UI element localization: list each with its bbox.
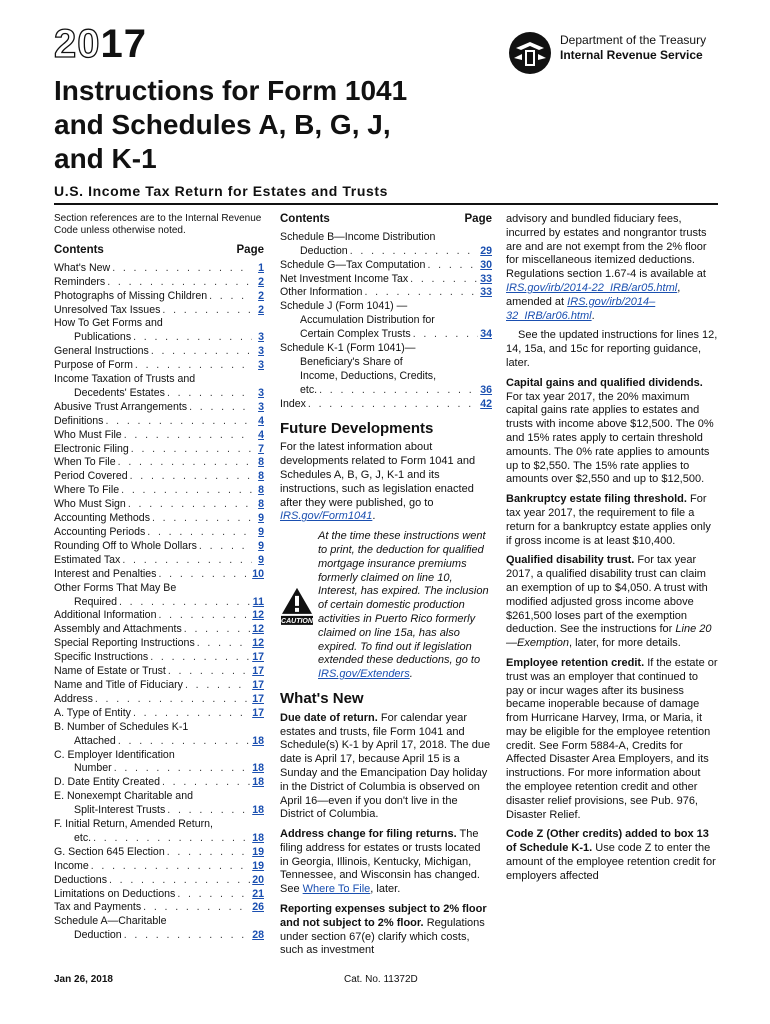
toc-entry-label: Schedule G—Tax Computation xyxy=(280,258,426,271)
toc-entry[interactable] xyxy=(54,582,264,610)
irb-link-1[interactable]: IRS.gov/irb/2014-22_IRB/ar05.html xyxy=(506,281,678,294)
toc-entry-label: Index xyxy=(280,397,306,410)
toc-entry-label: Interest and Penalties xyxy=(54,567,157,580)
toc-entry-label: Photographs of Missing Children xyxy=(54,289,208,302)
toc-page-link[interactable]: 17 xyxy=(252,665,264,678)
toc-entry[interactable] xyxy=(54,484,264,498)
toc-entry-label: E. Nonexempt Charitable and xyxy=(54,790,193,803)
toc-entry[interactable] xyxy=(54,651,264,665)
toc-leader-dots xyxy=(158,609,250,623)
toc-page-link[interactable]: 8 xyxy=(258,456,264,469)
toc-page-link[interactable]: 26 xyxy=(252,901,264,914)
toc-page-link[interactable]: 11 xyxy=(252,595,264,608)
toc-entry-label: Deduction xyxy=(74,929,122,942)
toc-leader-dots xyxy=(413,328,479,342)
where-to-file-link[interactable]: Where To File xyxy=(302,883,371,896)
toc-leader-dots xyxy=(130,470,252,484)
toc-entry[interactable] xyxy=(54,623,264,637)
toc-entry[interactable] xyxy=(54,345,264,359)
code-note: Section references are to the Internal Revenue Code unless otherwise noted. xyxy=(54,213,262,236)
toc-entry[interactable] xyxy=(54,901,264,915)
toc-entry-label: Additional Information xyxy=(54,609,157,622)
toc-leader-dots xyxy=(91,860,250,874)
toc-entry[interactable] xyxy=(54,540,264,554)
toc-leader-dots xyxy=(121,484,252,498)
caution-box xyxy=(280,530,492,682)
toc-entry-label: How To Get Forms and xyxy=(54,317,163,330)
toc-page-link[interactable]: 20 xyxy=(252,873,264,886)
toc-page-link[interactable]: 18 xyxy=(252,831,264,844)
toc-entry[interactable] xyxy=(54,262,264,276)
toc-entry[interactable] xyxy=(54,679,264,693)
toc-page-link[interactable]: 17 xyxy=(252,692,264,705)
toc-page-link[interactable]: 9 xyxy=(258,539,264,552)
toc-page-link[interactable]: 36 xyxy=(480,383,492,396)
toc-entry-label: Accounting Periods xyxy=(54,526,146,539)
toc-page-link[interactable]: 17 xyxy=(252,678,264,691)
toc-page-link[interactable]: 7 xyxy=(258,442,264,455)
toc-entry[interactable] xyxy=(54,359,264,373)
toc-entry-label: F. Initial Return, Amended Return, xyxy=(54,818,213,831)
toc-entry-label: Schedule J (Form 1041) — xyxy=(280,300,408,313)
toc-entry[interactable] xyxy=(54,276,264,290)
toc-entry-label: Assembly and Attachments xyxy=(54,623,182,636)
irb-link-2[interactable]: IRS.gov/irb/2014–32_IRB/ar06.html xyxy=(506,295,656,322)
toc-entry-label: Accounting Methods xyxy=(54,512,150,525)
future-developments-heading: Future Developments xyxy=(280,419,434,437)
toc-page-link[interactable]: 10 xyxy=(252,567,264,580)
toc-entry[interactable] xyxy=(54,721,264,749)
toc-leader-dots xyxy=(167,846,250,860)
toc-page-link[interactable]: 12 xyxy=(252,637,264,650)
toc-page-link[interactable]: 12 xyxy=(252,623,264,636)
toc-entry-label: D. Date Entity Created xyxy=(54,776,160,789)
toc-entry-label: Address xyxy=(54,692,93,705)
toc-entry[interactable] xyxy=(54,568,264,582)
whats-new-heading: What's New xyxy=(280,689,364,707)
toc-leader-dots xyxy=(93,832,250,846)
toc-entry-label: Special Reporting Instructions xyxy=(54,637,195,650)
toc-page-link[interactable]: 17 xyxy=(252,706,264,719)
toc-leader-dots xyxy=(364,286,478,300)
toc-page-link[interactable]: 9 xyxy=(258,512,264,525)
capital-gains-paragraph: Capital gains and qualified dividends. For tax year 2017, the 20% maximum capital gains rate applies to estates and trusts with income above $12,500. The 0% and 15% rates apply to certain threshold amounts. The 0% rate applies to amounts up to $2,550. The 15% rate applies to amounts over $2,550 and up to $12,500. xyxy=(506,376,714,486)
toc-entry-label: Income xyxy=(54,859,89,872)
agency-name xyxy=(560,33,706,63)
toc-entry[interactable] xyxy=(54,290,264,304)
future-developments-text: For the latest information about developments related to Form 1041 and Schedules A, B, G, J, K-1 and its instructions, such as legislation enacted after they were published, go to IRS.gov/Form1041. xyxy=(280,441,476,523)
toc-entry-label: Schedule A—Charitable xyxy=(54,915,167,928)
toc-page-link[interactable]: 18 xyxy=(252,776,264,789)
toc-entry-label: Attached xyxy=(74,734,116,747)
toc-entry[interactable] xyxy=(54,429,264,443)
toc-leader-dots xyxy=(150,651,250,665)
toc-entry-label: Accumulation Distribution for xyxy=(300,314,435,327)
toc-page-link[interactable]: 34 xyxy=(480,328,492,341)
toc-page-link[interactable]: 19 xyxy=(252,845,264,858)
toc-entry[interactable] xyxy=(280,300,492,342)
toc-entry[interactable] xyxy=(54,846,264,860)
dept-line-2: Internal Revenue Service xyxy=(560,48,703,62)
page-subtitle: U.S. Income Tax Return for Estates and Trusts xyxy=(54,183,389,199)
toc-entry[interactable] xyxy=(54,401,264,415)
toc-leader-dots xyxy=(131,443,252,457)
toc-entry[interactable] xyxy=(54,317,264,345)
toc-leader-dots xyxy=(177,888,250,902)
toc-entry[interactable] xyxy=(54,609,264,623)
toc-entry[interactable] xyxy=(54,304,264,318)
toc-entry-label: Name and Title of Fiduciary xyxy=(54,678,183,691)
toc-leader-dots xyxy=(112,262,252,276)
dept-line-1: Department of the Treasury xyxy=(560,33,707,47)
toc-page-link[interactable]: 2 xyxy=(258,289,264,302)
due-date-paragraph: Due date of return. For calendar year estates and trusts, file Form 1041 and Schedule(s) K-1 by April 17, 2018. The due date is April 17, because April 15 is a Sunday and the Emancipation Day holiday in the District of Columbia is observed on April 16—even if you don't live in the District of Columbia. xyxy=(280,711,491,821)
toc-page-link[interactable]: 12 xyxy=(252,609,264,622)
toc-entry-label: Schedule B—Income Distribution xyxy=(280,230,436,243)
toc-page-label: Page xyxy=(464,213,492,225)
toc-entry[interactable] xyxy=(54,776,264,790)
toc-entry-label: etc. xyxy=(300,383,318,396)
toc-leader-dots xyxy=(135,359,252,373)
toc-header xyxy=(54,244,264,258)
toc-entry[interactable] xyxy=(54,554,264,568)
regulations-paragraph: advisory and bundled fiduciary fees, incurred by estates and nongrantor trusts are and are not exempt from the 2% floor for miscellaneous itemized deductions. Regulations section 1.67-4 is available at IRS.gov/irb/2014-22_IRB/ar05.html, amended at IRS.gov/irb/2014–32_IRB/ar06.html. xyxy=(506,213,707,322)
toc-page-link[interactable]: 3 xyxy=(258,386,264,399)
toc-leader-dots xyxy=(158,568,250,582)
toc-leader-dots xyxy=(124,929,251,943)
toc-leader-dots xyxy=(133,707,250,721)
toc-leader-dots xyxy=(185,679,250,693)
toc-header xyxy=(280,213,492,227)
toc-entry-label: Electronic Filing xyxy=(54,442,129,455)
form-year xyxy=(54,22,147,66)
column-1 xyxy=(54,213,264,943)
caution-label: CAUTION xyxy=(281,618,313,626)
toc-entry[interactable] xyxy=(54,512,264,526)
toc-entry[interactable] xyxy=(54,915,264,943)
toc-leader-dots xyxy=(209,290,252,304)
toc-leader-dots xyxy=(197,637,250,651)
toc-entry-label: Publications xyxy=(74,331,132,344)
toc-page-link[interactable]: 8 xyxy=(258,470,264,483)
toc-leader-dots xyxy=(133,331,252,345)
toc-entry-label: C. Employer Identification xyxy=(54,748,175,761)
toc-entry-label: Estimated Tax xyxy=(54,553,121,566)
toc-entry-label: Rounding Off to Whole Dollars xyxy=(54,539,197,552)
toc-entry[interactable] xyxy=(280,259,492,273)
toc-entry-label: Unresolved Tax Issues xyxy=(54,303,161,316)
toc-page-link[interactable]: 18 xyxy=(252,762,264,775)
toc-entry[interactable] xyxy=(54,818,264,846)
toc-entry[interactable] xyxy=(54,526,264,540)
toc-entry-label: Limitations on Deductions xyxy=(54,887,176,900)
toc-page-link[interactable]: 3 xyxy=(258,331,264,344)
toc-leader-dots xyxy=(167,387,252,401)
toc-entry[interactable] xyxy=(54,443,264,457)
address-change-paragraph: Address change for filing returns. The filing address for estates or trusts located in Georgia, Illinois, Kentucky, Michigan, Tennessee, and Wisconsin has changed. See Where To File, later. xyxy=(280,828,481,896)
toc-entry[interactable] xyxy=(280,273,492,287)
toc-entry[interactable] xyxy=(54,498,264,512)
page-title xyxy=(54,74,407,176)
toc-entry-label: Income, Deductions, Credits, xyxy=(300,369,437,382)
toc-entry-label: Beneficiary's Share of xyxy=(300,355,403,368)
toc-entry-label: Decedents' Estates xyxy=(74,386,165,399)
toc-page-link[interactable]: 19 xyxy=(252,859,264,872)
toc-entry-label: Split-Interest Trusts xyxy=(74,804,166,817)
toc-entry[interactable] xyxy=(54,707,264,721)
reporting-expenses-paragraph: Reporting expenses subject to 2% floor and not subject to 2% floor. Regulations under section 67(e) clarify which costs, such as investment xyxy=(280,903,487,957)
toc-entry-label: Other Forms That May Be xyxy=(54,581,177,594)
toc-entry-label: Tax and Payments xyxy=(54,901,142,914)
toc-entry[interactable] xyxy=(54,470,264,484)
employee-retention-paragraph: Employee retention credit. If the estate or trust was an employer that continued to pay or incur wages after its business became inoperable because of damage from Hurricane Harvey, Irma, or Maria, it may be eligible for the employee retention credit. See Form 5884-A, Credits for Affected Disaster Area Employers, and its instructions. For more information about the employee retention credit and other disaster relief provisions, see Pub. 976, Disaster Relief. xyxy=(506,656,718,821)
toc-leader-dots xyxy=(122,554,252,568)
toc-leader-dots xyxy=(308,398,478,412)
title-rule xyxy=(54,203,718,205)
toc-entry[interactable] xyxy=(54,888,264,902)
year-solid: 17 xyxy=(100,22,147,66)
toc-entry[interactable] xyxy=(54,665,264,679)
footer-date: Jan 26, 2018 xyxy=(54,974,113,985)
toc-entry[interactable] xyxy=(54,637,264,651)
toc-entry-label: Where To File xyxy=(54,484,120,497)
toc-entry[interactable] xyxy=(54,790,264,818)
toc-entry[interactable] xyxy=(54,415,264,429)
toc-entry-label: Required xyxy=(74,595,117,608)
toc-entry-label: Abusive Trust Arrangements xyxy=(54,400,188,413)
toc-page-link[interactable]: 8 xyxy=(258,498,264,511)
toc-entry[interactable] xyxy=(54,373,264,401)
toc-leader-dots xyxy=(189,401,252,415)
toc-page-link[interactable]: 17 xyxy=(252,651,264,664)
toc-page-link[interactable]: 30 xyxy=(480,258,492,271)
toc-title: Contents xyxy=(280,213,330,225)
toc-leader-dots xyxy=(162,304,252,318)
toc-page-link[interactable]: 8 xyxy=(258,484,264,497)
toc-leader-dots xyxy=(410,273,478,287)
toc-page-link[interactable]: 3 xyxy=(258,345,264,358)
toc-page-link[interactable]: 4 xyxy=(258,414,264,427)
toc-entry[interactable] xyxy=(280,398,492,412)
toc-entry-label: G. Section 645 Election xyxy=(54,845,165,858)
toc-entry-label: Who Must Sign xyxy=(54,498,126,511)
toc-leader-dots xyxy=(143,901,250,915)
year-outline: 20 xyxy=(54,22,101,66)
toc-entry-label: A. Type of Entity xyxy=(54,706,131,719)
toc-entry-label: What's New xyxy=(54,261,111,274)
disability-trust-paragraph: Qualified disability trust. For tax year 2017, a qualified disability trust can claim an exemption of up to $4,050. A trust with modified adjusted gross income above $261,500 loses part of the exemption deduction. See the instructions for Line 20—Exemption, later, for more details. xyxy=(506,554,712,650)
bankruptcy-paragraph: Bankruptcy estate filing threshold. For tax year 2017, the requirement to file a return for a bankruptcy estate applies only if gross income is at least $10,400. xyxy=(506,493,711,547)
toc-entry[interactable] xyxy=(54,874,264,888)
toc-leader-dots xyxy=(118,735,250,749)
toc-page-link[interactable]: 4 xyxy=(258,428,264,441)
toc-entry-label: Certain Complex Trusts xyxy=(300,328,411,341)
toc-page-link[interactable]: 9 xyxy=(258,553,264,566)
irs-eagle-logo-icon xyxy=(506,30,554,76)
toc-leader-dots xyxy=(95,693,250,707)
toc-entry[interactable] xyxy=(54,860,264,874)
toc-page-link[interactable]: 3 xyxy=(258,359,264,372)
toc-leader-dots xyxy=(151,345,252,359)
toc-entry-label: When To File xyxy=(54,456,116,469)
title-line-2: and Schedules A, B, G, J, xyxy=(54,109,391,140)
toc-page-link[interactable]: 29 xyxy=(480,244,492,257)
toc-entry-label: Purpose of Form xyxy=(54,359,133,372)
toc-entry-label: Number xyxy=(74,762,112,775)
toc-entry[interactable] xyxy=(54,749,264,777)
column-3 xyxy=(506,213,718,890)
toc-entry-label: Period Covered xyxy=(54,470,128,483)
toc-page-link[interactable]: 33 xyxy=(480,272,492,285)
toc-leader-dots xyxy=(350,245,479,259)
toc-leader-dots xyxy=(427,259,478,273)
toc-entry[interactable] xyxy=(280,286,492,300)
toc-leader-dots xyxy=(109,874,250,888)
toc-title: Contents xyxy=(54,244,104,256)
toc-page-link[interactable]: 33 xyxy=(480,286,492,299)
toc-leader-dots xyxy=(114,762,251,776)
form1041-link[interactable]: IRS.gov/Form1041 xyxy=(280,510,373,523)
toc-leader-dots xyxy=(124,429,252,443)
toc-leader-dots xyxy=(162,776,250,790)
toc-leader-dots xyxy=(184,623,250,637)
toc-entry[interactable] xyxy=(54,693,264,707)
toc-entry-label: Deductions xyxy=(54,873,107,886)
table-of-contents xyxy=(54,262,264,943)
title-line-1: Instructions for Form 1041 xyxy=(54,75,408,106)
caution-icon xyxy=(280,530,314,682)
toc-entry-label: etc. xyxy=(74,831,92,844)
toc-entry-label: Name of Estate or Trust xyxy=(54,665,166,678)
table-of-contents xyxy=(280,231,492,412)
updated-instructions-paragraph: See the updated instructions for lines 12, 14, 15a, and 15c for reporting guidance, later. xyxy=(506,329,718,369)
toc-entry-label: General Instructions xyxy=(54,345,149,358)
toc-leader-dots xyxy=(119,596,251,610)
toc-entry-label: Schedule K-1 (Form 1041)— xyxy=(280,342,416,355)
toc-entry-label: Deduction xyxy=(300,244,348,257)
toc-page-link[interactable]: 21 xyxy=(252,887,264,900)
column-2 xyxy=(280,213,492,964)
toc-entry-label: Who Must File xyxy=(54,428,122,441)
footer-catalog-number: Cat. No. 11372D xyxy=(344,974,418,985)
toc-page-link[interactable]: 42 xyxy=(480,397,492,410)
toc-leader-dots xyxy=(152,512,252,526)
toc-entry[interactable] xyxy=(280,231,492,259)
toc-entry-label: B. Number of Schedules K-1 xyxy=(54,720,189,733)
toc-entry-label: Specific Instructions xyxy=(54,651,149,664)
toc-leader-dots xyxy=(128,498,252,512)
toc-leader-dots xyxy=(147,526,252,540)
title-line-3: and K-1 xyxy=(54,143,157,174)
toc-entry-label: Reminders xyxy=(54,275,106,288)
toc-leader-dots xyxy=(107,276,252,290)
toc-page-link[interactable]: 2 xyxy=(258,303,264,316)
toc-leader-dots xyxy=(168,665,250,679)
toc-page-link[interactable]: 3 xyxy=(258,400,264,413)
toc-page-link[interactable]: 18 xyxy=(252,804,264,817)
toc-entry-label: Other Information xyxy=(280,286,363,299)
toc-entry[interactable] xyxy=(54,456,264,470)
toc-leader-dots xyxy=(167,804,250,818)
toc-page-link[interactable]: 18 xyxy=(252,734,264,747)
toc-leader-dots xyxy=(199,540,252,554)
toc-page-label: Page xyxy=(236,244,264,256)
toc-leader-dots xyxy=(118,456,252,470)
toc-leader-dots xyxy=(105,415,252,429)
toc-leader-dots xyxy=(319,384,478,398)
toc-entry[interactable] xyxy=(280,342,492,398)
toc-entry-label: Income Taxation of Trusts and xyxy=(54,373,196,386)
toc-entry-label: Net Investment Income Tax xyxy=(280,272,409,285)
toc-page-link[interactable]: 28 xyxy=(252,929,264,942)
caution-text: At the time these instructions went to print, the deduction for qualified mortgage insurance premiums formerly claimed on line 10, Interest, has expired. The inclusion of certain domestic production activities in Puerto Rico formerly claimed on line 15a, has also expired. To find out if legislation extended these deductions, go to IRS.gov/Extenders. xyxy=(318,530,489,681)
code-z-paragraph: Code Z (Other credits) added to box 13 of Schedule K-1. Use code Z to enter the amount of the employee retention credit for employers affected xyxy=(506,828,716,882)
toc-page-link[interactable]: 2 xyxy=(258,275,264,288)
toc-page-link[interactable]: 9 xyxy=(258,526,264,539)
toc-entry-label: Definitions xyxy=(54,414,104,427)
toc-page-link[interactable]: 1 xyxy=(258,261,264,274)
extenders-link[interactable]: IRS.gov/Extenders xyxy=(318,668,410,681)
